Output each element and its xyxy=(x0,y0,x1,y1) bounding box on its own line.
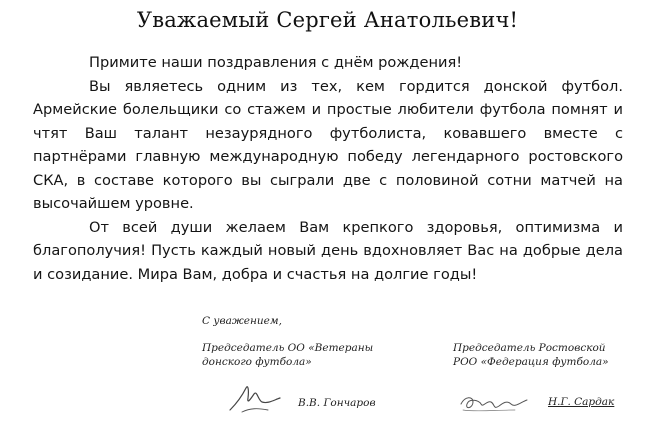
signer1-name: В.В. Гончаров xyxy=(298,397,376,409)
signer2-position-line1: Председатель Ростовской xyxy=(453,342,606,354)
signer2-position-line2: РОО «Федерация футбола» xyxy=(453,356,609,368)
closing-regards: С уважением, xyxy=(202,315,282,327)
signer1-position-line2: донского футбола» xyxy=(202,356,312,368)
letter-salutation: Уважаемый Сергей Анатольевич! xyxy=(136,8,519,32)
signer1-position-line1: Председатель ОО «Ветераны xyxy=(202,342,374,354)
signer1-signature-mark xyxy=(224,378,284,418)
letter-paragraph-wishes: От всей души желаем Вам крепкого здоровья, оптимизма и благополучия! Пусть каждый новый день вдохновляет Вас на добрые дела и созидание. Мира Вам, добра и счастья на долгие годы! xyxy=(33,218,623,283)
signer2-name: Н.Г. Сардак xyxy=(548,396,615,408)
letter-body xyxy=(33,51,623,286)
letter-paragraph-greeting: Примите наши поздравления с днём рождения! xyxy=(89,54,463,71)
letter-paragraph-tribute: Вы являетесь одним из тех, кем гордится донской футбол. Армейские болельщики со стажем и простые любители футбола помнят и чтят Ваш талант незаурядного футболиста, ковавшего вместе с партнёрами главную международную победу легендарного ростовского СКА, в составе которого вы сыграли две с половиной сотни матчей на высочайшем уровне. xyxy=(33,77,623,212)
signer2-signature-mark xyxy=(455,388,535,418)
